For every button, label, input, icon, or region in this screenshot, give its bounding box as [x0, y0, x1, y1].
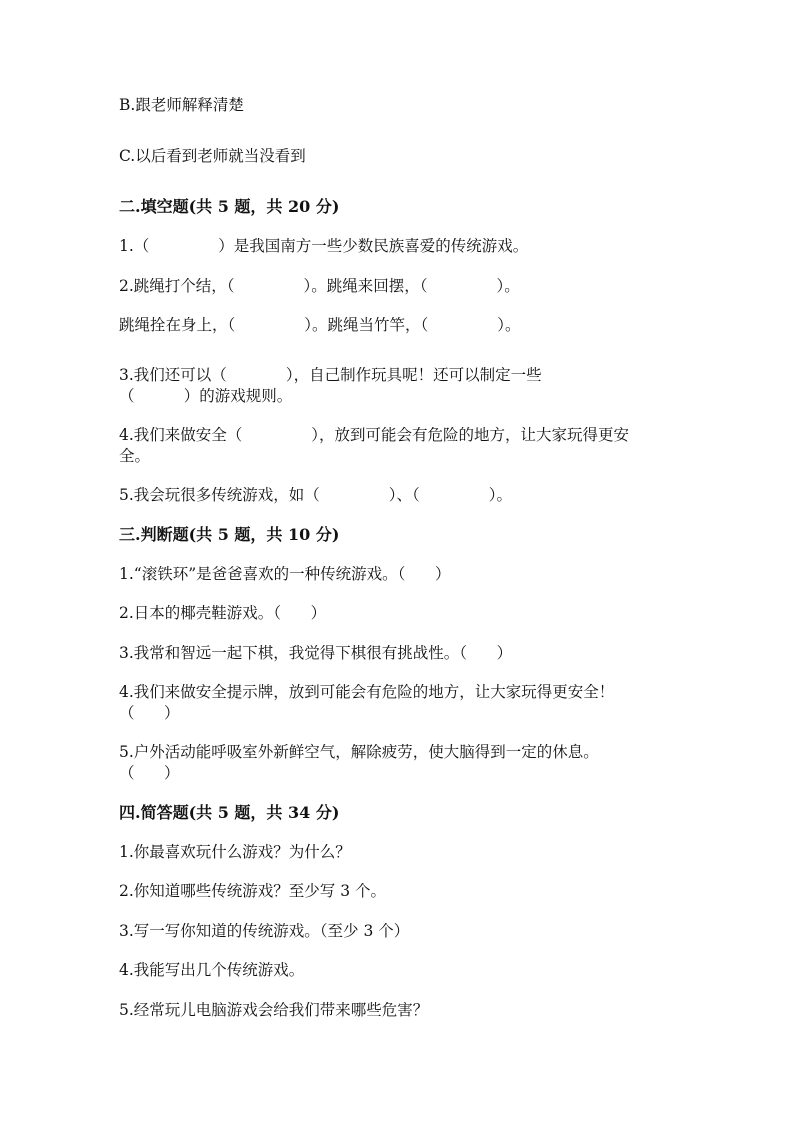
judge-question-5-line-2: （ ）	[119, 764, 180, 782]
judge-question-2: 2.日本的椰壳鞋游戏。（ ）	[119, 604, 327, 622]
short-question-3: 3.写一写你知道的传统游戏。（至少 3 个）	[119, 922, 410, 940]
fill-question-1: 1.（ ）是我国南方一些少数民族喜爱的传统游戏。	[119, 237, 529, 255]
fill-section-heading: 二.填空题(共 5 题，共 20 分)	[119, 197, 340, 216]
fill-question-4-line-2: 全。	[119, 447, 151, 465]
judge-section-heading: 三.判断题(共 5 题，共 10 分)	[119, 525, 340, 544]
short-question-1: 1.你最喜欢玩什么游戏？为什么？	[119, 843, 351, 861]
fill-question-2-line-2: 跳绳拴在身上，（ ）。跳绳当竹竿，（ ）。	[119, 316, 521, 334]
judge-question-4-line-2: （ ）	[119, 704, 180, 722]
short-question-5: 5.经常玩儿电脑游戏会给我们带来哪些危害？	[119, 1001, 429, 1019]
short-section-heading: 四.简答题(共 5 题，共 34 分)	[119, 803, 340, 822]
judge-question-5-line-1: 5.户外活动能呼吸室外新鲜空气，解除疲劳，使大脑得到一定的休息。	[119, 743, 599, 761]
choice-option-b: B.跟老师解释清楚	[119, 96, 244, 114]
fill-question-5: 5.我会玩很多传统游戏，如（ ）、（ ）。	[119, 486, 512, 504]
fill-question-3-line-2: （ ）的游戏规则。	[119, 387, 293, 405]
short-question-4: 4.我能写出几个传统游戏。	[119, 961, 305, 979]
judge-question-3: 3.我常和智远一起下棋，我觉得下棋很有挑战性。（ ）	[119, 644, 513, 662]
choice-option-c: C.以后看到老师就当没看到	[119, 147, 306, 165]
fill-question-4-line-1: 4.我们来做安全（ ），放到可能会有危险的地方，让大家玩得更安	[119, 426, 630, 444]
fill-question-2-line-1: 2.跳绳打个结，（ ）。跳绳来回摆，（ ）。	[119, 277, 520, 295]
short-question-2: 2.你知道哪些传统游戏？至少写 3 个。	[119, 882, 387, 900]
fill-question-3-line-1: 3.我们还可以（ ），自己制作玩具呢！还可以制定一些	[119, 366, 542, 384]
judge-question-4-line-1: 4.我们来做安全提示牌，放到可能会有危险的地方，让大家玩得更安全！	[119, 683, 615, 701]
judge-question-1: 1.“滚铁环”是爸爸喜欢的一种传统游戏。（ ）	[119, 565, 451, 583]
